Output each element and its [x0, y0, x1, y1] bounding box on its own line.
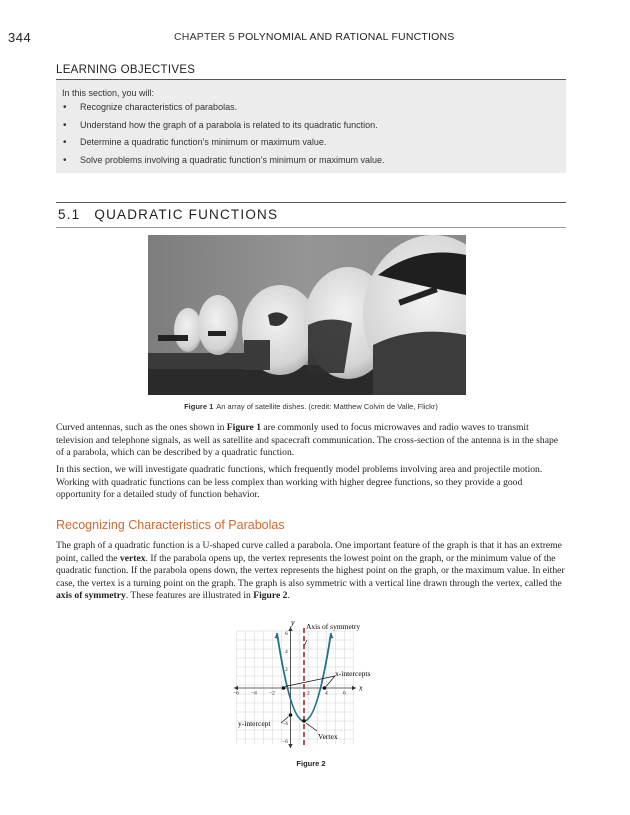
subheading: Recognizing Characteristics of Parabolas — [56, 518, 285, 532]
paragraph-3-text: . These features are illustrated in — [125, 590, 254, 602]
y-tick-label: 6 — [285, 631, 288, 637]
section-rule-bottom — [56, 227, 566, 228]
chapter-title: POLYNOMIAL AND RATIONAL FUNCTIONS — [237, 31, 455, 43]
y-axis-label: y — [291, 618, 295, 627]
section-heading — [58, 207, 278, 222]
paragraph-3-text: . If the parabola opens up, the vertex represents the lowest point on the graph, or the minimum value of the quadratic function. If the parabola opens down, the vertex represents the highest point on the graph, or the maximum value. In either case, the vertex is a turning point on the graph. The graph is also symmetric with a vertical line drawn through the vertex, called the — [56, 552, 565, 589]
y-intercept-label: y-intercept — [238, 719, 271, 728]
page-number: 344 — [8, 30, 32, 45]
y-intercept-point — [289, 713, 293, 717]
vertex-label: Vertex — [318, 732, 338, 741]
objective-item: • Solve problems involving a quadratic function’s minimum or maximum value. — [60, 152, 384, 170]
objective-item: • Recognize characteristics of parabolas. — [60, 99, 384, 117]
learning-objectives-title: LEARNING OBJECTIVES — [56, 64, 196, 76]
paragraph-parabola — [56, 540, 566, 603]
y-tick-label: −6 — [282, 739, 288, 745]
objective-item: • Understand how the graph of a parabola is related to its quadratic function. — [60, 117, 384, 135]
y-tick-label: 2 — [285, 667, 288, 673]
vertex-point — [302, 719, 306, 723]
x-tick-label: −6 — [233, 690, 239, 697]
x-tick-label: 4 — [325, 690, 328, 697]
y-tick-label: −4 — [282, 721, 288, 727]
paragraph-3-text: . — [287, 590, 290, 602]
paragraph-antennas — [56, 422, 566, 460]
term-vertex: vertex — [119, 552, 146, 564]
section-number: 5.1 — [58, 207, 81, 222]
x-tick-label: 6 — [343, 690, 346, 697]
y-tick-label: 4 — [285, 649, 288, 655]
x-tick-label: −4 — [251, 690, 257, 697]
x-intercept-point — [323, 686, 327, 690]
chapter-label: CHAPTER 5 — [174, 31, 235, 43]
learning-objectives-list — [60, 99, 384, 169]
parabola-graph — [232, 618, 388, 758]
running-head — [174, 31, 455, 43]
figure-1-caption — [56, 402, 566, 411]
axis-of-symmetry-label: Axis of symmetry — [306, 622, 361, 631]
satellite-dishes-photo — [148, 235, 466, 395]
section-title: QUADRATIC FUNCTIONS — [94, 207, 279, 222]
x-intercepts-label: x-intercepts — [335, 669, 371, 678]
paragraph-1-text: Curved antennas, such as the ones shown in — [56, 422, 227, 433]
figure-1-label: Figure 1 — [184, 402, 214, 411]
term-axis-of-symmetry: axis of symmetry — [56, 590, 126, 602]
satellite-dishes-image — [148, 235, 466, 395]
learning-objectives-intro: In this section, you will: — [62, 88, 155, 98]
x-intercept-point — [282, 686, 286, 690]
figure-2-caption: Figure 2 — [296, 759, 326, 768]
figure-1-caption-text: An array of satellite dishes. (credit: Matthew Colvin de Valle, Flickr) — [216, 402, 438, 411]
paragraph-1-text-end: are commonly used to focus microwaves and radio waves to transmit television and telephone signals, as well as satellite and spacecraft communication. The cross-section of the antenna is in the shape of a parabola, which can be described by a quadratic function. — [56, 422, 559, 459]
objective-item: • Determine a quadratic function’s minimum or maximum value. — [60, 134, 384, 152]
x-tick-label: −2 — [269, 690, 275, 697]
figure-1-reference: Figure 1 — [226, 422, 261, 433]
figure-2-reference: Figure 2 — [253, 590, 288, 602]
paragraph-3-text: The graph of a quadratic function is a U-shaped curve called a parabola. One important feature of the graph is that it has an extreme point, called the — [56, 540, 562, 564]
x-axis-label: x — [359, 683, 363, 693]
figure-2-graph — [232, 618, 388, 758]
paragraph-section-intro: In this section, we will investigate quadratic functions, which frequently model problems involving area and projectile motion. Working with quadratic functions can be less complex than working with higher degree functions, so they provide a good opportunity for a detailed study of function behavior. — [56, 464, 543, 501]
x-tick-label: 2 — [307, 690, 310, 697]
section-rule-top — [56, 202, 566, 203]
